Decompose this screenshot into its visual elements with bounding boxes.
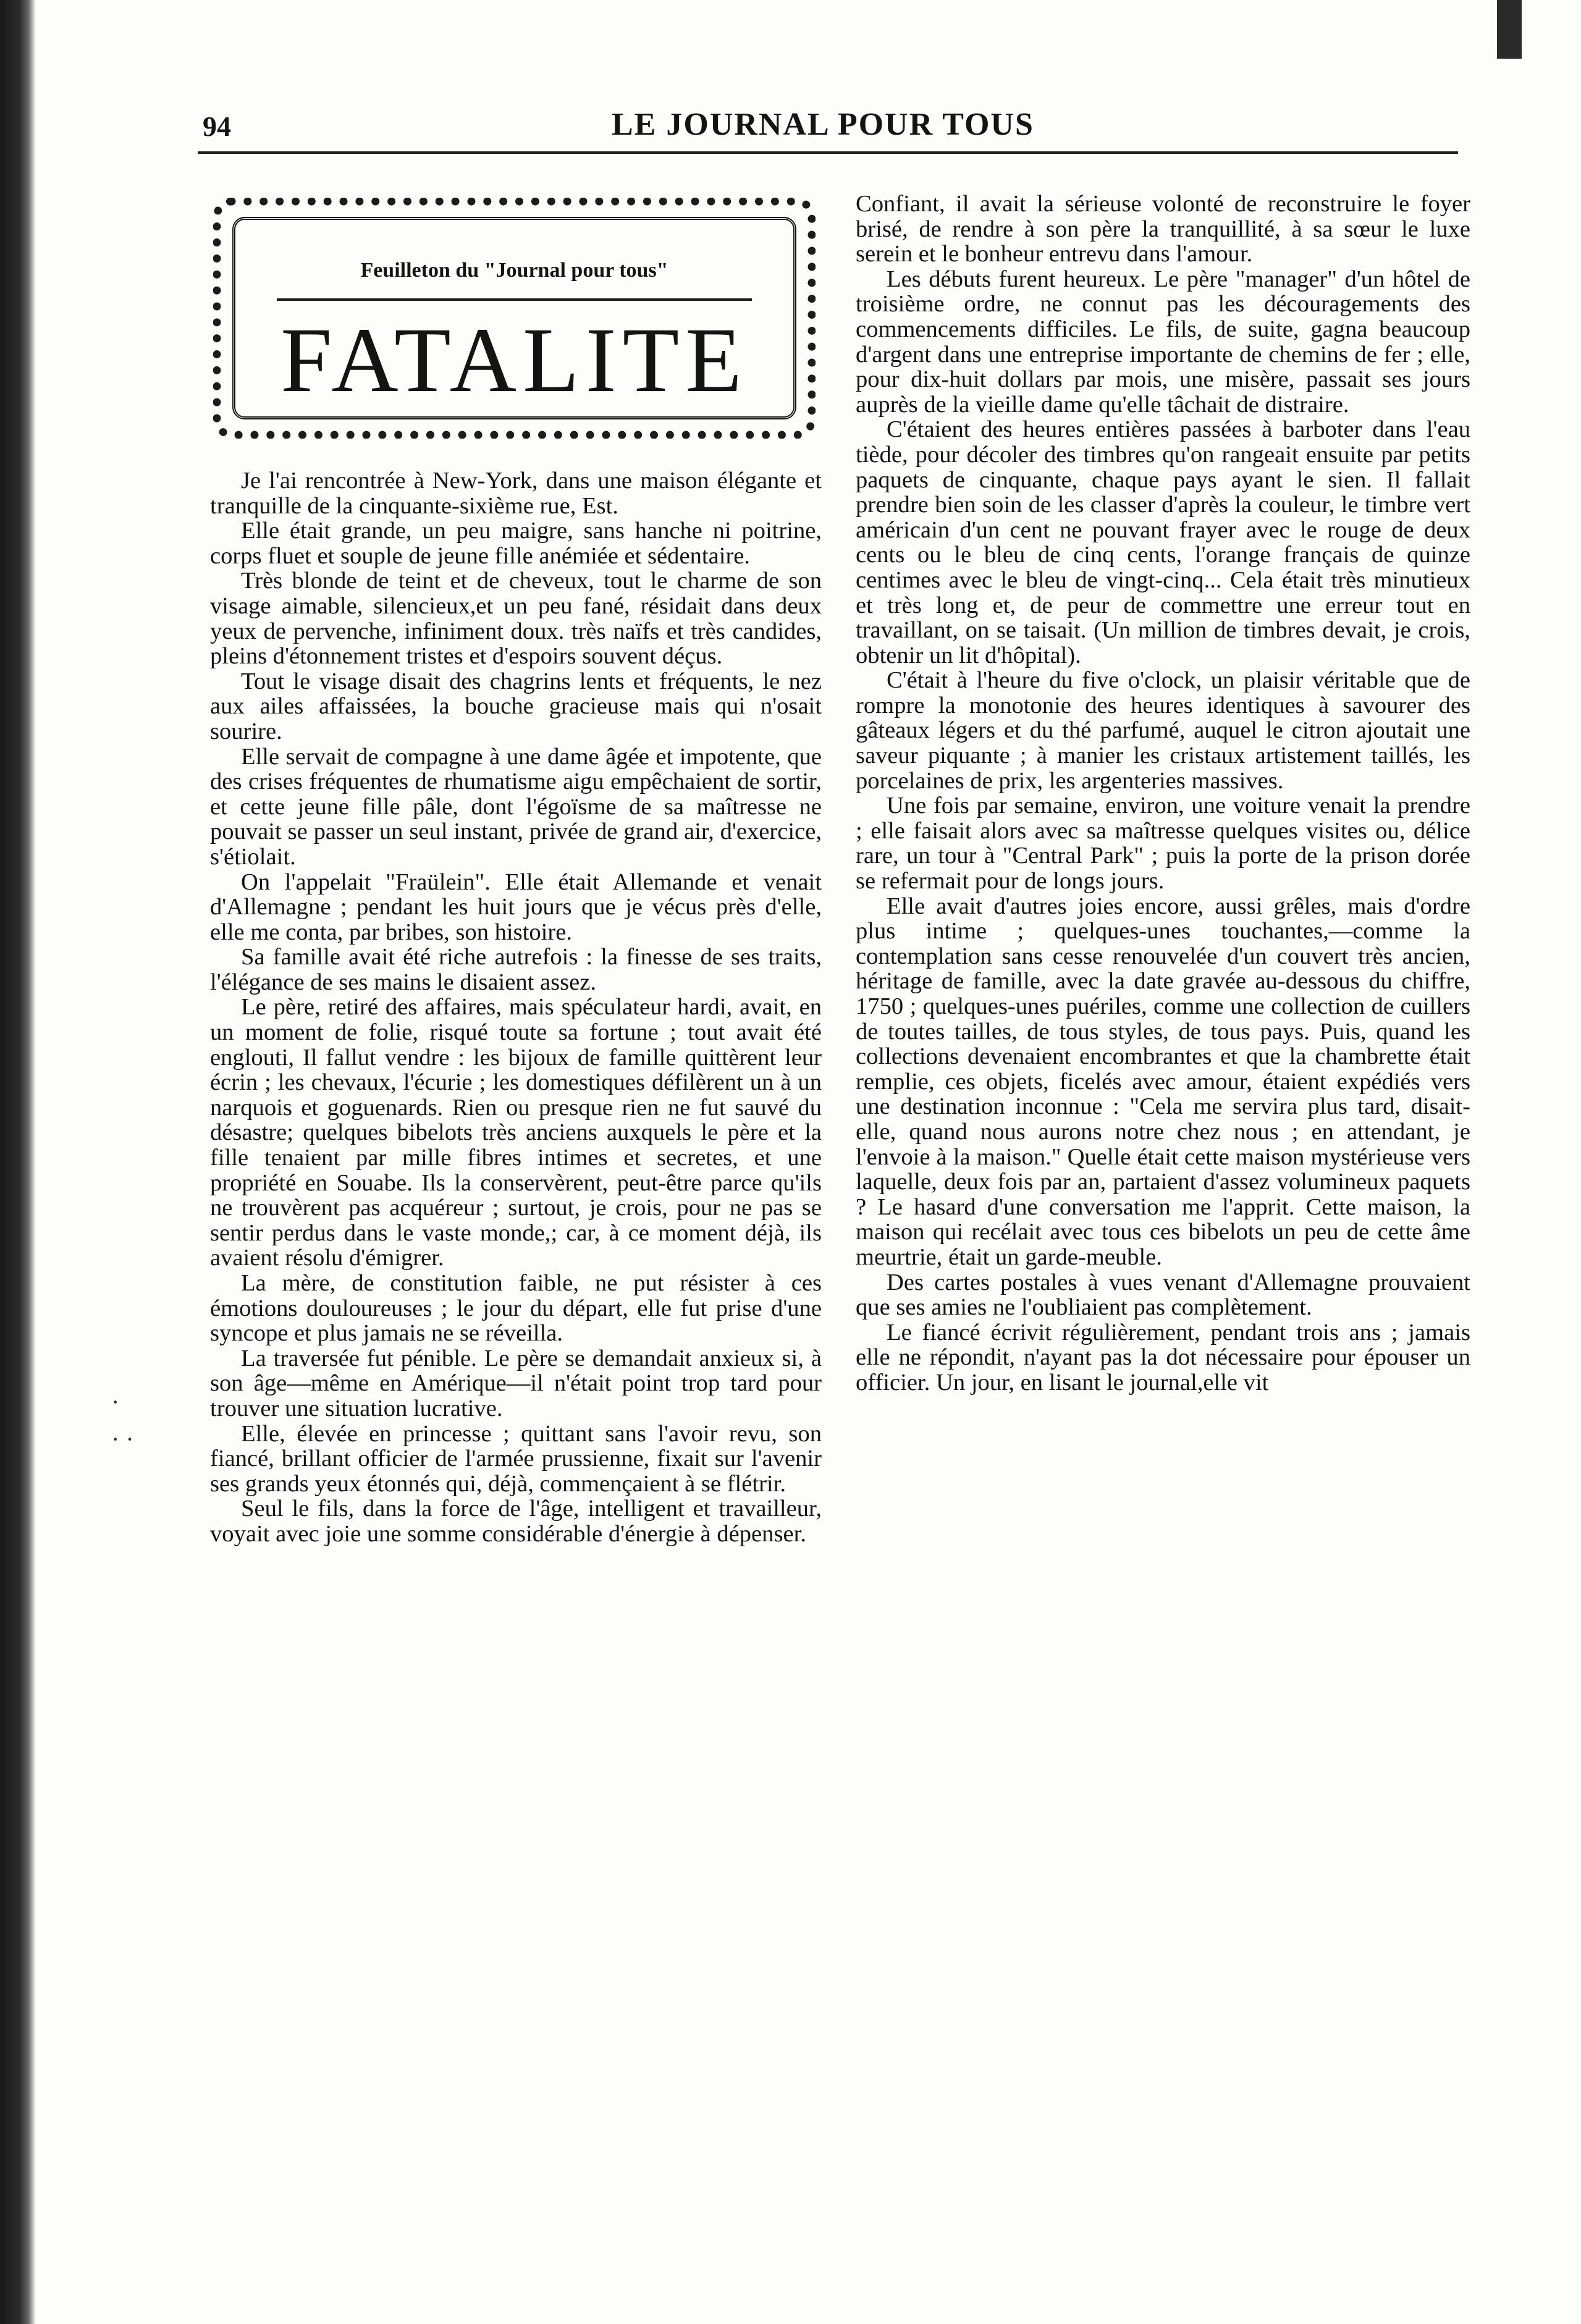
paragraph: La traversée fut pénible. Le père se demandait anxieux si, à son âge—même en Amérique—il n'était point trop tard pour trouver une situation lucrative. [210,1345,822,1421]
paragraph: Une fois par semaine, environ, une voiture venait la prendre ; elle faisait alors avec sa maîtresse quelques visites ou, délice rare, un tour à "Central Park" ; puis la porte de la prison dorée se refermait pour de longs jours. [856,793,1470,895]
paragraph: Les débuts furent heureux. Le père "manager" d'un hôtel de troisième ordre, ne connut pas les découragements des commencements difficiles. Le fils, de suite, gagna beaucoup d'argent dans une entreprise importante de chemins de fer ; elle, pour dix-huit dollars par mois, une misère, passait ses jours auprès de la vieille dame qu'elle tâchait de distraire. [856,266,1470,418]
header-rule [198,151,1458,154]
paragraph: Tout le visage disait des chagrins lents et fréquents, le nez aux ailes affaissées, la bouche gracieuse mais qui n'osait sourire. [210,668,822,744]
story-title: FATALITE [280,309,748,411]
paragraph: Confiant, il avait la sérieuse volonté de reconstruire le foyer brisé, de rendre à son père la tranquillité, à sa sœur le luxe serein et le bonheur entrevu dans l'amour. [856,191,1470,267]
feuilleton-title-box [213,198,816,439]
running-title: LE JOURNAL POUR TOUS [612,107,1034,142]
paragraph: Seul le fils, dans la force de l'âge, intelligent et travailleur, voyait avec joie une somme considérable d'énergie à dépenser. [210,1496,822,1547]
paragraph: Elle, élevée en princesse ; quittant sans l'avoir revu, son fiancé, brillant officier de l'armée prussienne, fixait sur l'avenir ses grands yeux étonnés qui, déjà, commençaient à se flétrir. [210,1420,822,1497]
feuilleton-label: Feuilleton du "Journal pour tous" [360,259,668,282]
paragraph: Le père, retiré des affaires, mais spéculateur hardi, avait, en un moment de folie, risqué toute sa fortune ; tout avait été englouti, Il fallut vendre : les bijoux de famille quittèrent leur écrin ; les chevaux, l'écurie ; les domestiques défilèrent un à un narquois et goguenards. Rien ou presque rien ne fut sauvé du désastre; quelques bibelots très anciens auxquels le père et la fille tenaient par mille fibres intimes et secretes, et une propriété en Souabe. Ils la conservèrent, peut-être parce qu'ils ne trouvèrent pas acquéreur ; surtout, je crois, pour ne pas se sentir perdus dans le vaste monde,; car, à ce moment déjà, ils avaient résolu d'émigrer. [210,994,822,1271]
page-number: 94 [203,111,231,142]
paragraph: Elle servait de compagne à une dame âgée et impotente, que des crises fréquentes de rhumatisme aigu empêchaient de sortir, et cette jeune fille pâle, dont l'égoïsme de sa maîtresse ne pouvait se passer un seul instant, privée de grand air, d'exercice, s'étiolait. [210,743,822,870]
paragraph: Je l'ai rencontrée à New-York, dans une maison élégante et tranquille de la cinquante-sixième rue, Est. [210,468,822,519]
title-divider [277,298,752,301]
paragraph: Le fiancé écrivit régulièrement, pendant trois ans ; jamais elle ne répondit, n'ayant pas la dot nécessaire pour épouser un officier. Un jour, en lisant le journal,elle vit [856,1319,1470,1396]
scan-corner-mark [1497,0,1522,59]
paragraph: La mère, de constitution faible, ne put résister à ces émotions douloureuses ; le jour du départ, elle fut prise d'une syncope et plus jamais ne se réveilla. [210,1270,822,1347]
paragraph: Très blonde de teint et de cheveux, tout le charme de son visage aimable, silencieux,et un peu fané, résidait dans deux yeux de pervenche, infiniment doux. très naïfs et très candides, pleins d'étonnement tristes et d'espoirs souvent déçus. [210,568,822,670]
paragraph: Sa famille avait été riche autrefois : la finesse de ses traits, l'élégance de ses mains le disaient assez. [210,944,822,995]
paragraph: Elle était grande, un peu maigre, sans hanche ni poitrine, corps fluet et souple de jeune fille anémiée et sédentaire. [210,518,822,569]
paragraph: C'étaient des heures entières passées à barboter dans l'eau tiède, pour décoler des timbres qu'on rangeait ensuite par petits paquets de cinquante, chaque pays ayant le sien. Il fallait prendre bien soin de les classer d'après la couleur, le timbre vert américain d'un cent ne pouvant frayer avec le rouge de deux cents ou le bleu de cinq cents, l'orange français de quinze centimes avec le bleu de vingt-cinq... Cela était très minutieux et très long et, de peur de commettre une erreur tout en travaillant, on se taisait. (Un million de timbres devait, je crois, obtenir un lit d'hôpital). [856,416,1470,668]
margin-specks: · · · [111,1388,134,1453]
right-text-column [856,192,1470,1396]
paragraph: On l'appelait "Fraülein". Elle était Allemande et venait d'Allemagne ; pendant les huit jours que je vécus près d'elle, elle me conta, par bribes, son histoire. [210,869,822,945]
paragraph: Des cartes postales à vues venant d'Allemagne prouvaient que ses amies ne l'oubliaient pas complètement. [856,1269,1470,1321]
left-text-column [210,468,822,1547]
paragraph: C'était à l'heure du five o'clock, un plaisir véritable que de rompre la monotonie des heures identiques à savourer des gâteaux légers et du thé parfumé, auquel le citron ajoutait une saveur piquante ; à manier les cristaux artistement taillés, les porcelaines de prix, les argenteries massives. [856,667,1470,794]
book-binding-edge [0,0,36,2324]
paragraph: Elle avait d'autres joies encore, aussi grêles, mais d'ordre plus intime ; quelques-unes touchantes,—comme la contemplation sans cesse renouvelée d'un couvert très ancien, héritage de famille, avec la date gravée au-dessous du chiffre, 1750 ; quelques-unes puériles, comme une collection de cuillers de toutes tailles, de tous styles, de tous pays. Puis, quand les collections devenaient encombrantes et que la chambrette était remplie, ces objets, ficelés avec amour, étaient expédiés vers une destination inconnue : "Cela me servira plus tard, disait-elle, quand nous aurons notre chez nous ; en attendant, je l'envoie à la maison." Quelle était cette maison mystérieuse vers laquelle, deux fois par an, partaient d'assez volumineux paquets ? Le hasard d'une conversation me l'apprit. Cette maison, la maison qui recélait avec tous ces bibelots un peu de cette âme meurtrie, était un garde-meuble. [856,893,1470,1270]
